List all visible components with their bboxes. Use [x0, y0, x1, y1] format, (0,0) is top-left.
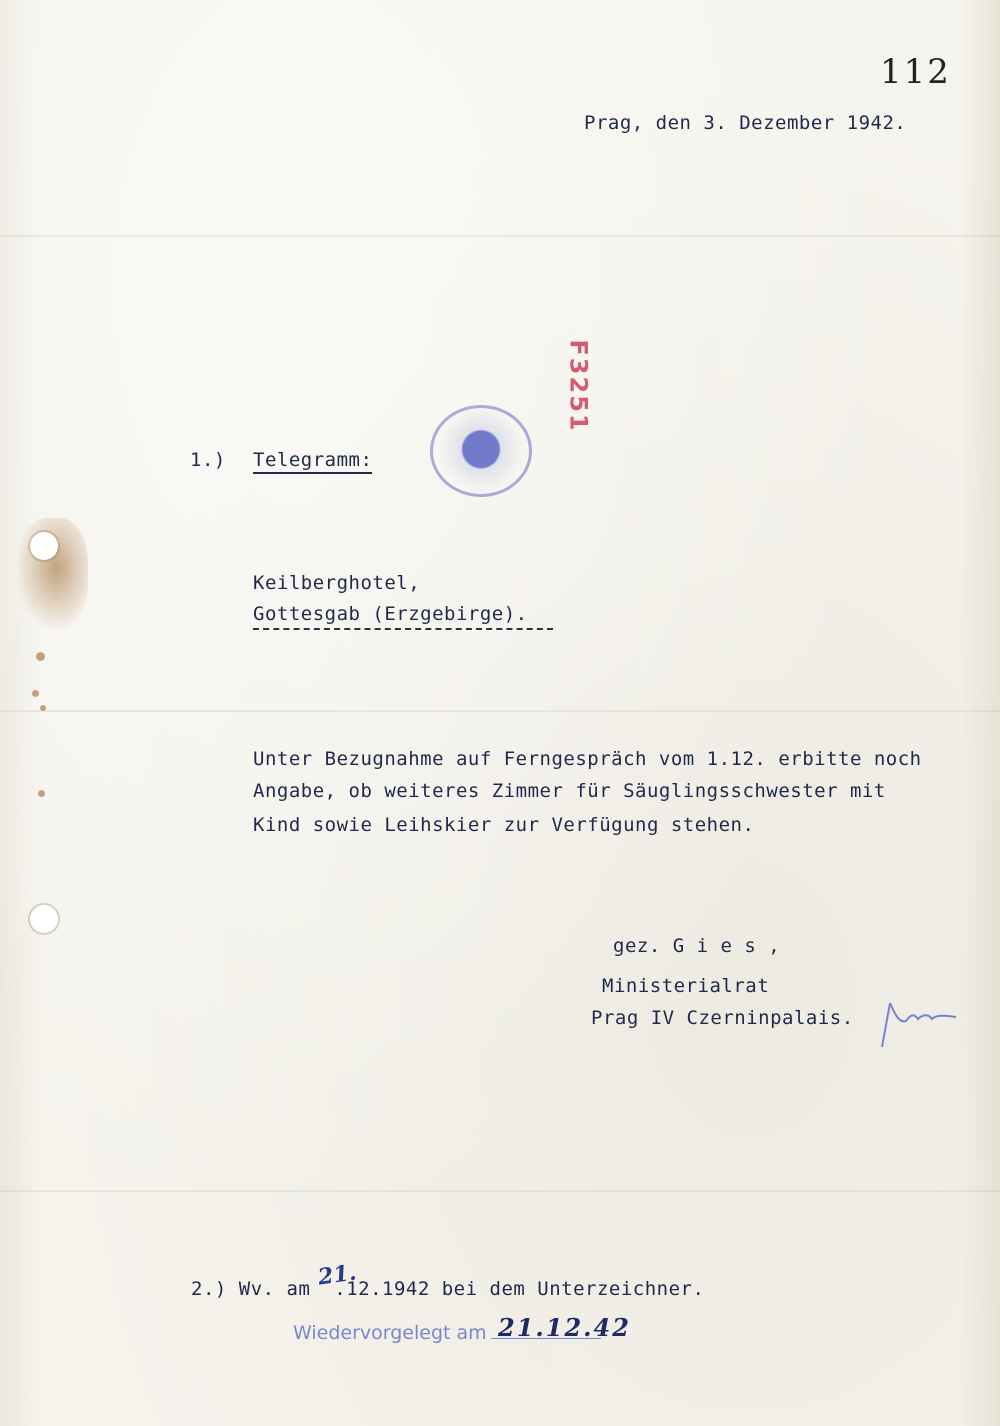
recipient-dashed-rule — [253, 628, 553, 630]
handwritten-initials-mark — [870, 995, 965, 1055]
recipient-line-1: Keilberghotel, — [253, 572, 421, 594]
item-2-prefix: Wv. am — [226, 1278, 323, 1300]
date-line: Prag, den 3. Dezember 1942. — [584, 112, 907, 134]
item-2-line — [191, 1278, 704, 1300]
body-line-3: Kind sowie Leihskier zur Verfügung stehen. — [253, 814, 755, 836]
signature-name: gez. G i e s , — [613, 935, 781, 957]
punch-hole — [30, 905, 58, 933]
telegram-heading — [253, 449, 372, 471]
punch-hole — [30, 532, 58, 560]
paper-crease — [0, 235, 1000, 237]
item-2-rest: .12.1942 bei dem Unterzeichner. — [334, 1278, 705, 1300]
paper-crease — [0, 710, 1000, 712]
handwritten-day-correction: 21. — [316, 1259, 358, 1291]
recipient-line-2: Gottesgab (Erzgebirge). — [253, 603, 528, 625]
rust-speck — [32, 690, 39, 697]
item-2-number: 2.) — [191, 1278, 227, 1300]
signature-title: Ministerialrat — [602, 975, 770, 997]
round-seal-stamp — [430, 405, 532, 497]
archive-page-number: 112 — [880, 52, 951, 92]
rust-speck — [40, 705, 46, 711]
paper-crease — [0, 1190, 1000, 1192]
body-line-2: Angabe, ob weiteres Zimmer für Säuglingsschwester mit — [253, 780, 886, 802]
resubmission-date: 21.12.42 — [498, 1313, 631, 1342]
body-line-1: Unter Bezugnahme auf Ferngespräch vom 1.12. erbitte noch — [253, 748, 922, 770]
resubmission-label: Wiedervorgelegt am — [293, 1322, 487, 1344]
signature-address: Prag IV Czerninpalais. — [591, 1007, 854, 1029]
rust-speck — [36, 652, 45, 661]
rust-speck — [38, 790, 45, 797]
red-registry-stamp: F3251 — [564, 339, 593, 433]
item-1-number: 1.) — [190, 449, 226, 471]
telegram-heading-text: Telegramm: — [253, 449, 372, 474]
